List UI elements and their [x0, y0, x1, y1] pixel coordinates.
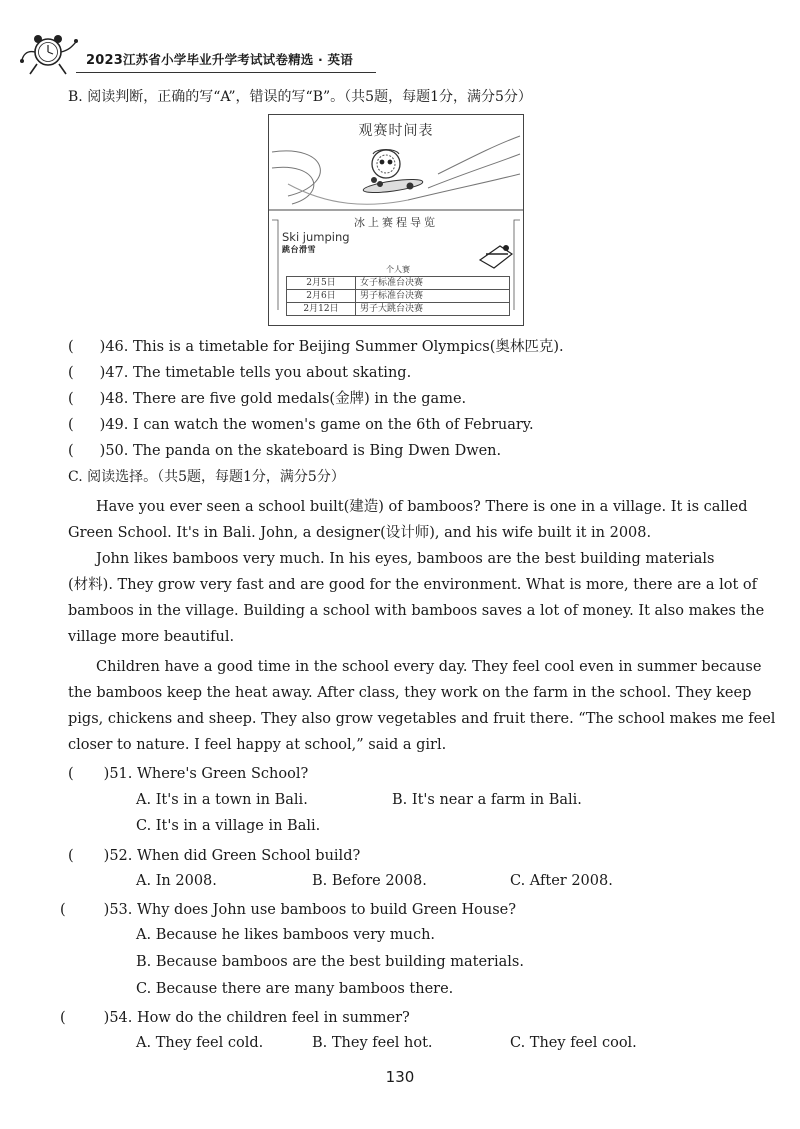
- page-number: 130: [385, 1068, 415, 1086]
- event-cell: 男子标准台决赛: [356, 290, 510, 303]
- figure-sport: Ski jumping: [282, 230, 350, 244]
- section-c-title: C. 阅读选择。（共5题，每题1分，满分5分）: [68, 469, 345, 485]
- passage-line: Children have a good time in the school every day. They feel cool even in summer because: [96, 659, 762, 675]
- header-rule: [76, 72, 376, 73]
- option-b: B. Before 2008.: [312, 873, 427, 889]
- figure-subtitle: 冰上赛程导览: [354, 216, 438, 229]
- figure-sport-cn: 跳台滑雪: [282, 244, 316, 254]
- passage-line: Green School. It's in Bali. John, a designer(设计师), and his wife built it in 2008.: [68, 525, 652, 541]
- event-cell: 女子标准台决赛: [356, 277, 510, 290]
- option-a: A. They feel cold.: [136, 1035, 264, 1051]
- timetable-figure: [268, 114, 524, 326]
- section-b-title: B. 阅读判断，正确的写“A”，错误的写“B”。（共5题，每题1分，满分5分）: [68, 89, 532, 105]
- question-53: ( )53. Why does John use bamboos to build Green House?: [60, 902, 517, 918]
- passage-line: bamboos in the village. Building a school with bamboos saves a lot of money. It also makes the: [68, 603, 765, 619]
- passage-line: closer to nature. I feel happy at school,” said a girl.: [68, 737, 447, 753]
- date-cell: 2月12日: [287, 303, 356, 316]
- passage-line: John likes bamboos very much. In his eyes, bamboos are the best building materials: [96, 551, 715, 567]
- option-b: B. They feel hot.: [312, 1035, 433, 1051]
- figure-title: 观赛时间表: [358, 123, 434, 139]
- table-row: [287, 277, 510, 290]
- passage-line: village more beautiful.: [68, 629, 235, 645]
- question-51: ( )51. Where's Green School?: [68, 766, 309, 782]
- date-cell: 2月6日: [287, 290, 356, 303]
- question-54: ( )54. How do the children feel in summer?: [60, 1010, 410, 1026]
- passage-line: Have you ever seen a school built(建造) of bamboos? There is one in a village. It is called: [96, 499, 748, 515]
- table-row: [287, 303, 510, 316]
- passage-line: pigs, chickens and sheep. They also grow vegetables and fruit there. “The school makes me feel: [68, 711, 776, 727]
- mascot-on-skateboard-icon: [363, 150, 424, 196]
- passage-line: (材料). They grow very fast and are good for the environment. What is more, there are a lot of: [68, 577, 758, 593]
- date-cell: 2月5日: [287, 277, 356, 290]
- option-a: A. It's in a town in Bali.: [136, 792, 308, 808]
- event-cell: 男子大跳台决赛: [356, 303, 510, 316]
- alarm-clock-mascot-icon: [18, 30, 80, 80]
- passage-line: the bamboos keep the heat away. After class, they work on the farm in the school. They keep: [68, 685, 752, 701]
- option-c: C. It's in a village in Bali.: [136, 818, 321, 834]
- question-48: ( )48. There are five gold medals(金牌) in the game.: [68, 391, 467, 407]
- question-47: ( )47. The timetable tells you about skating.: [68, 365, 412, 381]
- option-a: A. Because he likes bamboos very much.: [136, 927, 436, 943]
- table-row: [287, 290, 510, 303]
- question-50: ( )50. The panda on the skateboard is Bing Dwen Dwen.: [68, 443, 502, 459]
- figure-schedule-table: [286, 276, 510, 316]
- option-b: B. It's near a farm in Bali.: [392, 792, 582, 808]
- option-b: B. Because bamboos are the best building materials.: [136, 954, 524, 970]
- option-a: A. In 2008.: [136, 873, 217, 889]
- figure-table-header: 个人赛: [386, 265, 410, 274]
- option-c: C. Because there are many bamboos there.: [136, 981, 454, 997]
- page-header: [18, 30, 378, 80]
- option-c: C. After 2008.: [510, 873, 613, 889]
- option-c: C. They feel cool.: [510, 1035, 637, 1051]
- ski-jump-pictogram-icon: [480, 245, 512, 268]
- question-46: ( )46. This is a timetable for Beijing Summer Olympics(奥林匹克).: [68, 339, 564, 355]
- question-52: ( )52. When did Green School build?: [68, 848, 361, 864]
- header-title: 2023江苏省小学毕业升学考试试卷精选 · 英语: [86, 52, 353, 68]
- question-49: ( )49. I can watch the women's game on the 6th of February.: [68, 417, 534, 433]
